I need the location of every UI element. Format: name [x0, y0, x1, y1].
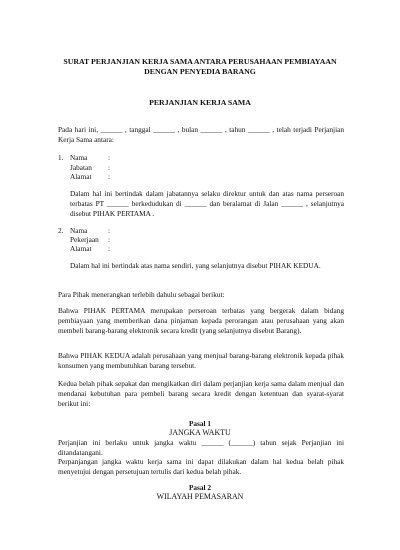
preface-paragraph: Para Pihak menerangkan terlebih dahulu sebagai berikut:	[58, 290, 225, 299]
party2-number: 2.	[58, 226, 64, 235]
party1-name-label: Nama	[70, 153, 88, 162]
party2-description: Dalam hal ini bertindak atas nama sendiri, yang selanjutnya disebut PIHAK KEDUA.	[70, 261, 321, 270]
party1-name-colon: :	[108, 153, 111, 162]
intro-paragraph: Pada hari ini, ______ , tanggal ______ , bulan ______ , tahun ______ , telah terjadi Perjanjian Kerja Sama antara:	[58, 125, 344, 144]
party2-alamat-colon: :	[108, 244, 111, 253]
pasal2-number: Pasal 2	[188, 483, 212, 492]
party2-pekerjaan-label: Pekerjaan	[70, 235, 99, 244]
title-line-1: SURAT PERJANJIAN KERJA SAMA ANTARA PERUSAHAAN PEMBIAYAAN	[63, 57, 337, 66]
pasal1-paragraph-1: Perjanjian ini berlaku untuk jangka waktu ______ (______) tahun sejak Perjanjian ini ditandatangani.	[58, 438, 344, 457]
clause-c-paragraph: Kedua belah pihak sepakat dan mengikatkan diri dalam perjanjian kerja sama dalam menjual dan mendanai kebutuhan para pembeli barang secara kredit dengan ketentuan dan syarat-syarat berikut ini:	[58, 379, 344, 408]
party1-jabatan-colon: :	[108, 163, 111, 172]
title-line-2: DENGAN PENYEDIA BARANG	[144, 67, 256, 77]
pasal1-heading: JANGKA WAKTU	[169, 428, 231, 437]
document-subtitle: PERJANJIAN KERJA SAMA	[149, 98, 251, 107]
pasal1-paragraph-2: Perpanjangan jangka waktu kerja sama ini dapat dilakukan dalam hal kedua belah pihak menyetujui dengan persetujuan tertulis dari kedua belah pihak.	[58, 457, 344, 476]
pasal2-heading: WILAYAH PEMASARAN	[156, 492, 244, 501]
party1-alamat-colon: :	[108, 172, 111, 181]
clause-b-paragraph: Bahwa PIHAK KEDUA adalah perusahaan yang menjual barang-barang elektronik kepada pihak konsumen yang membutuhkan barang tersebut.	[58, 351, 344, 370]
document-title	[40, 57, 360, 77]
party2-pekerjaan-colon: :	[108, 235, 111, 244]
party1-description: Dalam hal ini bertindak dalam jabatannya selaku direktur untuk dan atas nama perseroan terbatas PT ______ berkedudukan di ______ dan beralamat di Jalan ______ , selanjutnya disebut PIHAK PERTAMA .	[70, 189, 344, 218]
clause-a-paragraph: Bahwa PIHAK PERTAMA merupakan perseroan terbatas yang bergerak dalam bidang pembiayaan yang memberikan dana pinjaman kepada perorangan atau perusahaan yang akan membeli barang-barang elektronik secara kredit (yang selanjutnya disebut Barang).	[58, 306, 344, 335]
pasal1-number: Pasal 1	[188, 419, 212, 428]
party1-number: 1.	[58, 153, 64, 162]
party1-jabatan-label: Jabatan	[70, 163, 92, 172]
party2-alamat-label: Alamat	[70, 244, 92, 253]
party1-alamat-label: Alamat	[70, 172, 92, 181]
party2-name-label: Nama	[70, 226, 88, 235]
party2-name-colon: :	[108, 226, 111, 235]
